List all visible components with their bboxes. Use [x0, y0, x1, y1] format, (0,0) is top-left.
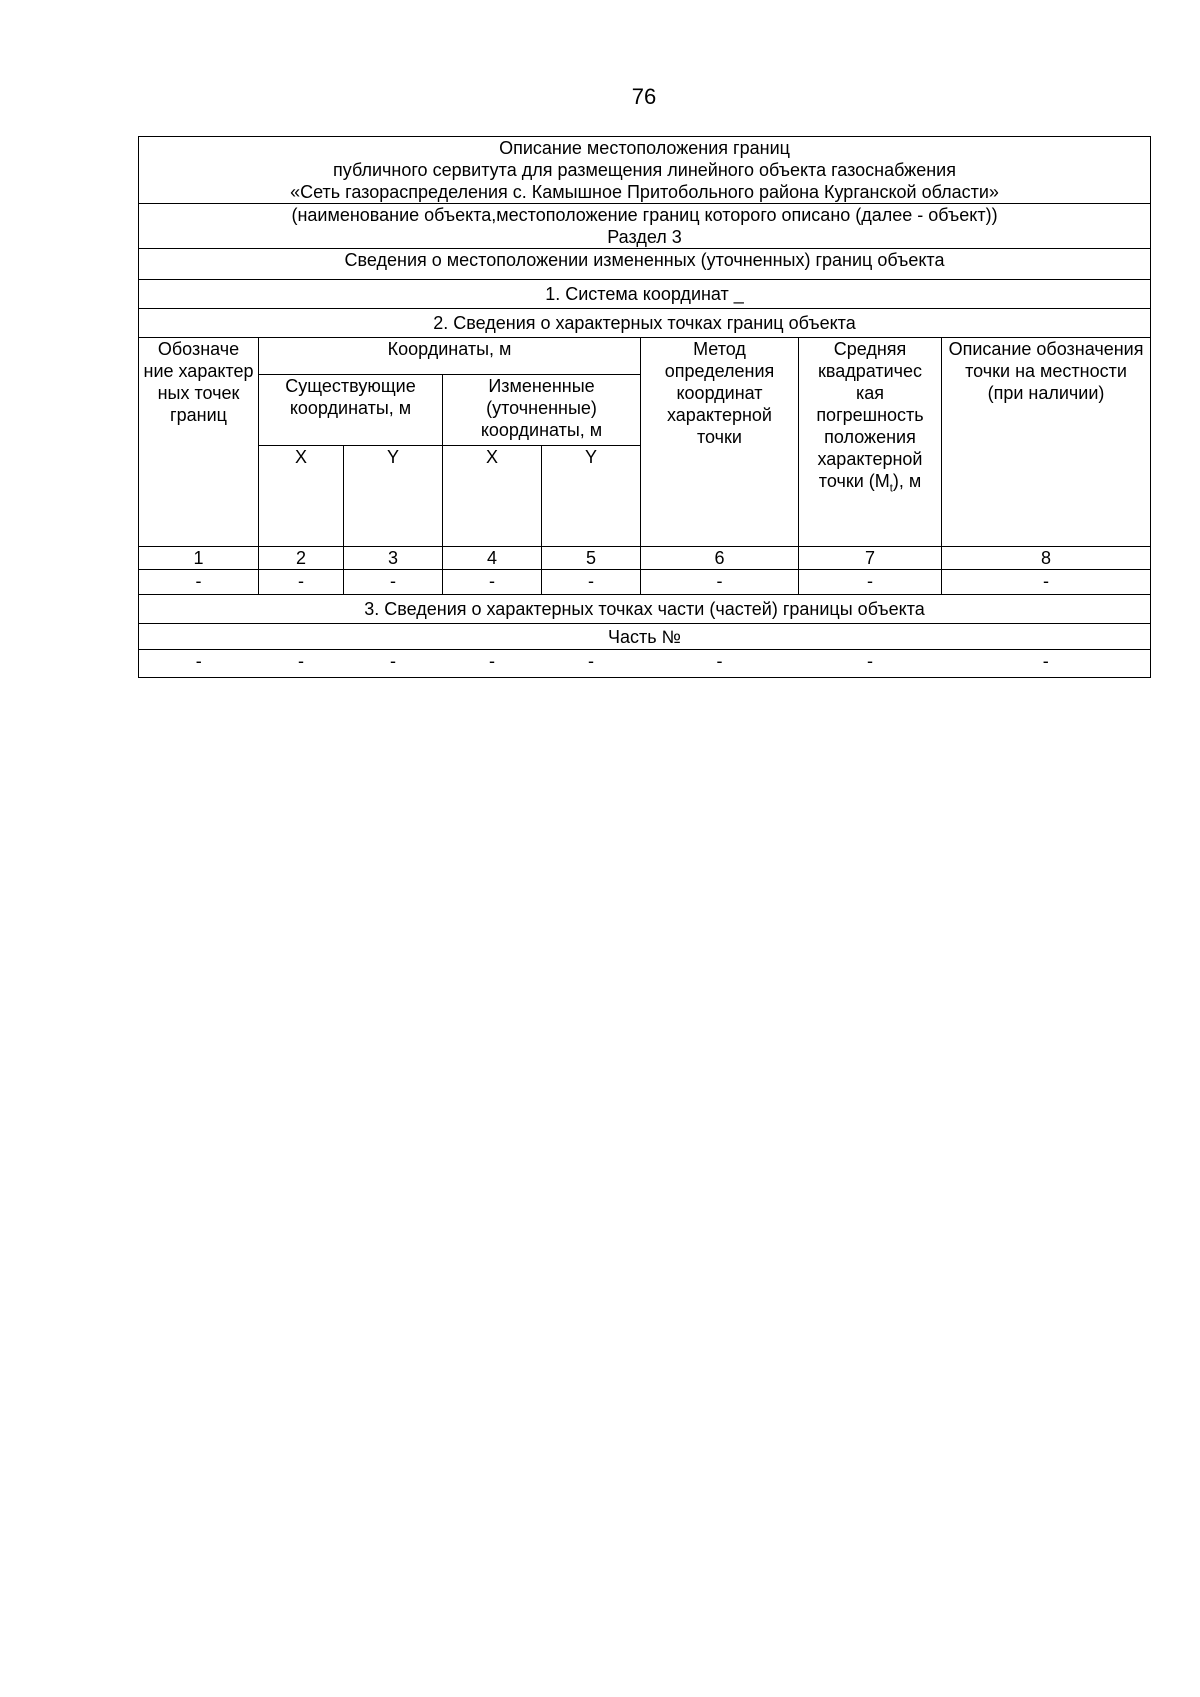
coord-system-row — [139, 280, 1151, 309]
table-cell: - — [139, 650, 259, 678]
col-changed-y: Y — [542, 446, 641, 547]
col-changed-x: X — [443, 446, 542, 547]
col-error-subscript: t — [889, 482, 893, 495]
table-cell: - — [641, 570, 799, 595]
col-designation: Обозначе ние характер ных точек границ — [139, 338, 259, 547]
subtitle-row — [139, 249, 1151, 280]
table-cell: - — [344, 570, 443, 595]
parts-heading: 3. Сведения о характерных точках части (частей) границы объекта — [139, 595, 1151, 624]
column-number: 8 — [942, 547, 1151, 570]
parts-heading-row — [139, 595, 1151, 624]
table-cell: - — [139, 570, 259, 595]
page-number: 76 — [631, 84, 657, 109]
table-cell: - — [259, 650, 344, 678]
section-subtitle: Сведения о местоположении измененных (уточненных) границ объекта — [139, 249, 1151, 280]
object-note: (наименование объекта,местоположение границ которого описано (далее - объект)) — [291, 205, 998, 225]
points-heading-row — [139, 309, 1151, 338]
header-row-1 — [139, 338, 1151, 375]
col-changed: Измененные (уточненные) координаты, м — [443, 375, 641, 446]
column-number: 6 — [641, 547, 799, 570]
document-title — [139, 137, 1151, 204]
column-number: 1 — [139, 547, 259, 570]
title-line-1: Описание местоположения границ — [499, 138, 790, 158]
col-existing: Существующие координаты, м — [259, 375, 443, 446]
coordinate-system: 1. Система координат _ — [139, 280, 1151, 309]
col-error-unit: ), м — [892, 471, 922, 491]
table-cell: - — [942, 570, 1151, 595]
title-line-2: публичного сервитута для размещения линейного объекта газоснабжения — [333, 160, 956, 180]
column-number: 5 — [542, 547, 641, 570]
table-cell: - — [542, 650, 641, 678]
table-cell: - — [259, 570, 344, 595]
table-cell: - — [799, 570, 942, 595]
coordinates-table — [138, 136, 1151, 678]
col-error-text: Средняя квадратичес кая погрешность положения характерной точки (М — [816, 339, 924, 491]
part-label-row — [139, 624, 1151, 650]
table-cell: - — [799, 650, 942, 678]
table-cell: - — [942, 650, 1151, 678]
col-existing-x: X — [259, 446, 344, 547]
column-number: 7 — [799, 547, 942, 570]
table-row — [139, 570, 1151, 595]
table-cell: - — [542, 570, 641, 595]
title-row — [139, 137, 1151, 204]
object-row — [139, 204, 1151, 249]
part-label: Часть № — [139, 624, 1151, 650]
points-heading: 2. Сведения о характерных точках границ объекта — [139, 309, 1151, 338]
title-line-3: «Сеть газораспределения с. Камышное Притобольного района Курганской области» — [290, 182, 999, 202]
table-row — [139, 650, 1151, 678]
column-number: 3 — [344, 547, 443, 570]
column-numbers-row — [139, 547, 1151, 570]
table-cell: - — [641, 650, 799, 678]
col-coordinates: Координаты, м — [259, 338, 641, 375]
col-error — [799, 338, 942, 547]
col-existing-y: Y — [344, 446, 443, 547]
table-cell: - — [443, 570, 542, 595]
table-cell: - — [344, 650, 443, 678]
section-label: Раздел 3 — [607, 227, 682, 247]
col-method: Метод определения координат характерной точки — [641, 338, 799, 547]
column-number: 4 — [443, 547, 542, 570]
col-description: Описание обозначения точки на местности (при наличии) — [942, 338, 1151, 547]
object-caption — [139, 204, 1151, 249]
column-number: 2 — [259, 547, 344, 570]
table-cell: - — [443, 650, 542, 678]
